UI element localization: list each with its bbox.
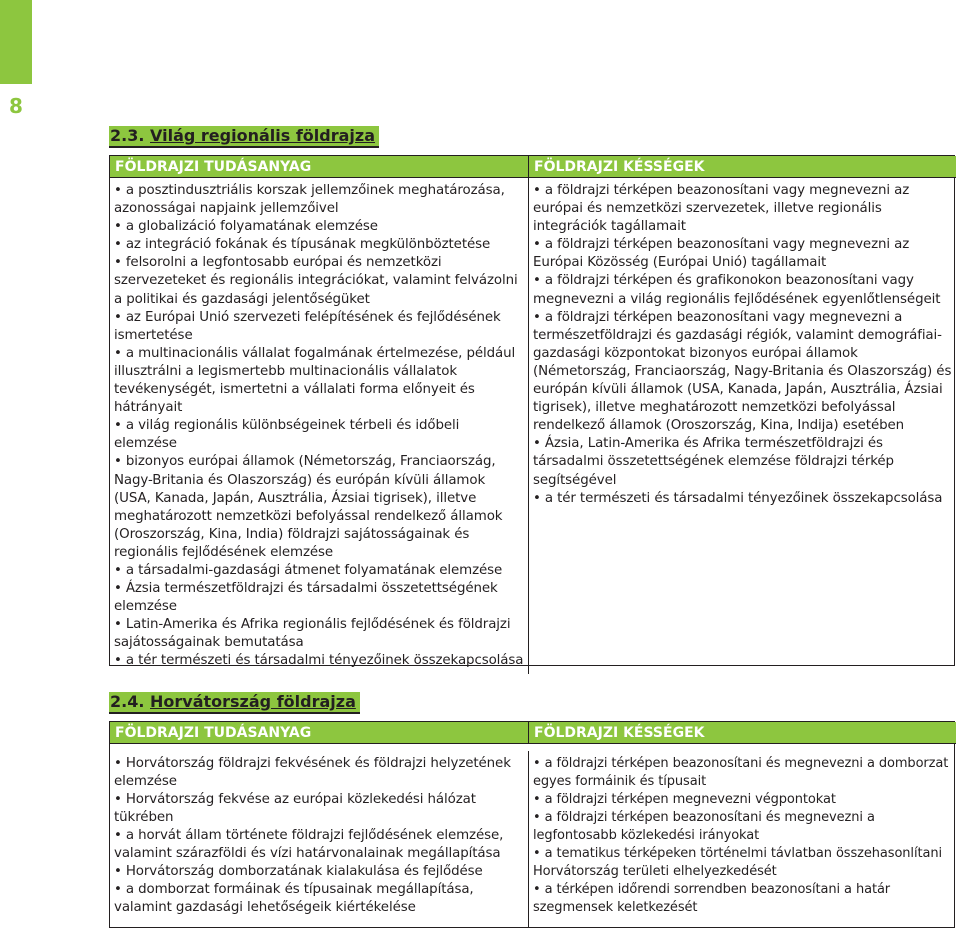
knowledge-list xyxy=(114,182,525,671)
section-title-2-4 xyxy=(109,692,360,714)
section-table-2-3 xyxy=(109,155,955,669)
list-item: • a világ regionális különbségeinek térbeli és időbeli elemzése xyxy=(114,417,525,453)
list-item: • az integráció fokának és típusának megkülönböztetése xyxy=(114,236,525,254)
knowledge-header: FÖLDRAJZI TUDÁSANYAG xyxy=(110,722,528,744)
skills-list xyxy=(533,182,953,508)
list-item: • a földrajzi térképen beazonosítani vagy megnevezni az Európai Közösség (Európai Unió) tagállamait xyxy=(533,236,953,272)
list-item: • Horvátország fekvése az európai közlekedési hálózat tükrében xyxy=(114,791,525,827)
section-title-2-3 xyxy=(109,126,379,148)
list-item: • a multinacionális vállalat fogalmának értelmezése, például illusztrálni a legismertebb multinacionális vállalatok tevékenységét, ismertetni a vállalati forma előnyeit és hátrányait xyxy=(114,345,525,417)
list-item: • a földrajzi térképen beazonosítani vagy megnevezni a természetföldrajzi és gazdasági régiók, valamint demográfiai-gazdasági központokat bizonyos európai államok (Németország, Franciaország, Nagy-Britania és Olaszország) és európán kívüli államok (USA, Kanada, Japán, Ausztrália, Ázsiai tigrisek), illetve meghatározott nemzetközi befolyással rendelkező államok (Oroszország, Kina, Indija) esetében xyxy=(533,309,953,436)
list-item: • Ázsia természetföldrajzi és társadalmi összetettségének elemzése xyxy=(114,580,525,616)
list-item: • a domborzat formáinak és típusainak megállapítása, valamint gazdasági lehetőségeik kiértékelése xyxy=(114,881,525,917)
list-item: • a globalizáció folyamatának elemzése xyxy=(114,218,525,236)
knowledge-header: FÖLDRAJZI TUDÁSANYAG xyxy=(110,156,528,178)
section-title-text: Horvátország földrajza xyxy=(150,692,356,711)
skills-cell xyxy=(528,751,956,927)
list-item: • a földrajzi térképen megnevezni végpontokat xyxy=(533,791,953,809)
skills-header: FÖLDRAJZI KÉSSÉGEK xyxy=(528,156,956,178)
page-color-tab xyxy=(0,0,32,84)
list-item: • Latin-Amerika és Afrika regionális fejlődésének és földrajzi sajátosságainak bemutatása xyxy=(114,616,525,652)
list-item: • a tér természeti és társadalmi tényezőinek összekapcsolása xyxy=(533,490,953,508)
section-number: 2.3. xyxy=(110,126,145,145)
list-item: • a tematikus térképeken történelmi távlatban összehasonlítani Horvátország területi elhelyezkedését xyxy=(533,845,953,881)
list-item: • a földrajzi térképen beazonosítani és megnevezni a legfontosabb közlekedési irányokat xyxy=(533,809,953,845)
list-item: • a posztindusztriális korszak jellemzőinek meghatározása, azonosságai napjaink jellemzőivel xyxy=(114,182,525,218)
page-number: 8 xyxy=(9,94,23,118)
list-item: • Horvátország domborzatának kialakulása és fejlődése xyxy=(114,863,525,881)
list-item: • az Európai Unió szervezeti felépítésének és fejlődésének ismertetése xyxy=(114,309,525,345)
section-number: 2.4. xyxy=(110,692,145,711)
knowledge-cell xyxy=(110,178,528,674)
skills-list xyxy=(533,755,953,918)
list-item: • Horvátország földrajzi fekvésének és földrajzi helyzetének elemzése xyxy=(114,755,525,791)
list-item: • a földrajzi térképen beazonosítani vagy megnevezni az európai és nemzetközi szervezetek, illetve regionális integrációk tagállamait xyxy=(533,182,953,236)
list-item: • a társadalmi-gazdasági átmenet folyamatának elemzése xyxy=(114,562,525,580)
section-title-text: Világ regionális földrajza xyxy=(150,126,375,145)
list-item: • a földrajzi térképen és grafikonokon beazonosítani vagy megnevezni a világ regionális fejlődésének egyenlőtlenségeit xyxy=(533,272,953,308)
list-item: • a tér természeti és társadalmi tényezőinek összekapcsolása xyxy=(114,652,525,670)
list-item: • bizonyos európai államok (Németország, Franciaország, Nagy-Britania és Olaszország) és európán kívüli államok (USA, Kanada, Japán, Ausztrália, Ázsiai tigrisek), illetve meghatározott nemzetközi befolyással rendelkező államok (Oroszország, Kina, India) földrajzi sajátosságainak és regionális fejlődésének elemzése xyxy=(114,453,525,562)
skills-cell xyxy=(528,178,956,674)
list-item: • a térképen időrendi sorrendben beazonosítani a határ szegmensek keletkezését xyxy=(533,881,953,917)
knowledge-list xyxy=(114,755,525,918)
skills-header: FÖLDRAJZI KÉSSÉGEK xyxy=(528,722,956,744)
list-item: • Ázsia, Latin-Amerika és Afrika természetföldrajzi és társadalmi összetettségének elemzése földrajzi térkép segítségével xyxy=(533,435,953,489)
knowledge-cell xyxy=(110,751,528,927)
section-table-2-4 xyxy=(109,721,955,928)
list-item: • a horvát állam története földrajzi fejlődésének elemzése, valamint szárazföldi és vízi határvonalainak megállapítása xyxy=(114,827,525,863)
list-item: • a földrajzi térképen beazonosítani és megnevezni a domborzat egyes formáinik és típusait xyxy=(533,755,953,791)
list-item: • felsorolni a legfontosabb európai és nemzetközi szervezeteket és regionális integrációkat, valamint felvázolni a politikai és gazdasági jelentőségüket xyxy=(114,254,525,308)
